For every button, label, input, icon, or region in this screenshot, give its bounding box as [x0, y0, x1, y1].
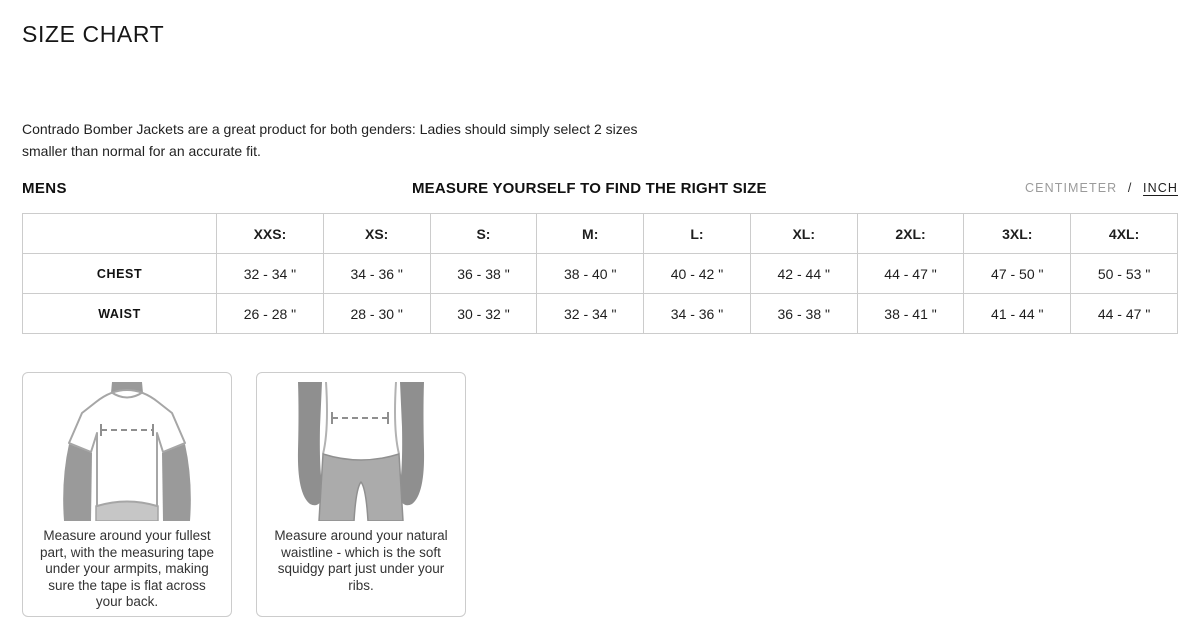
waist-value-3xl: 41 - 44 " [964, 294, 1071, 334]
measurement-guides [22, 372, 1178, 617]
waist-value-xl: 36 - 38 " [750, 294, 857, 334]
column-header-l: L: [644, 214, 751, 254]
chest-guide-card [22, 372, 232, 617]
chest-guide-text: Measure around your fullest part, with the measuring tape under your armpits, making sure the tape is flat across your back. [39, 528, 215, 609]
page-title: SIZE CHART [22, 21, 165, 47]
chest-value-3xl: 47 - 50 " [964, 254, 1071, 294]
column-header-s: S: [430, 214, 537, 254]
waist-value-m: 32 - 34 " [537, 294, 644, 334]
size-table-header-row [23, 214, 1178, 254]
column-header-xxs: XXS: [217, 214, 324, 254]
waist-guide-text: Measure around your natural waistline - which is the soft squidgy part just under your ribs. [274, 528, 448, 593]
column-header-3xl: 3XL: [964, 214, 1071, 254]
chest-value-m: 38 - 40 " [537, 254, 644, 294]
row-label-waist: WAIST [23, 294, 217, 334]
measure-yourself-heading: MEASURE YOURSELF TO FIND THE RIGHT SIZE [411, 180, 767, 197]
waist-guide-card [256, 372, 466, 617]
waist-measurement-figure-icon [268, 382, 454, 521]
column-header-blank [23, 214, 217, 254]
intro-text: Contrado Bomber Jackets are a great product for both genders: Ladies should simply select 2 sizes smaller than normal for an accurate fit. [22, 121, 638, 159]
size-table [22, 213, 1178, 334]
gender-label: MENS [22, 180, 67, 197]
unit-toggle [1025, 181, 1178, 195]
table-row-waist [23, 294, 1178, 334]
column-header-xs: XS: [323, 214, 430, 254]
centimeter-toggle[interactable]: CENTIMETER [1025, 181, 1118, 195]
chest-value-l: 40 - 42 " [644, 254, 751, 294]
waist-value-s: 30 - 32 " [430, 294, 537, 334]
waist-value-4xl: 44 - 47 " [1071, 294, 1178, 334]
waist-value-xxs: 26 - 28 " [217, 294, 324, 334]
section-header [22, 180, 1178, 198]
table-row-chest [23, 254, 1178, 294]
chest-value-xl: 42 - 44 " [750, 254, 857, 294]
unit-toggle-separator: / [1127, 181, 1133, 195]
column-header-xl: XL: [750, 214, 857, 254]
waist-value-l: 34 - 36 " [644, 294, 751, 334]
chest-value-s: 36 - 38 " [430, 254, 537, 294]
column-header-2xl: 2XL: [857, 214, 964, 254]
column-header-m: M: [537, 214, 644, 254]
chest-value-xxs: 32 - 34 " [217, 254, 324, 294]
size-chart-page [0, 21, 1200, 617]
chest-value-4xl: 50 - 53 " [1071, 254, 1178, 294]
row-label-chest: CHEST [23, 254, 217, 294]
inch-toggle[interactable]: INCH [1143, 181, 1178, 195]
chest-value-2xl: 44 - 47 " [857, 254, 964, 294]
chest-value-xs: 34 - 36 " [323, 254, 430, 294]
chest-measurement-figure-icon [34, 382, 220, 521]
column-header-4xl: 4XL: [1071, 214, 1178, 254]
waist-value-xs: 28 - 30 " [323, 294, 430, 334]
waist-value-2xl: 38 - 41 " [857, 294, 964, 334]
